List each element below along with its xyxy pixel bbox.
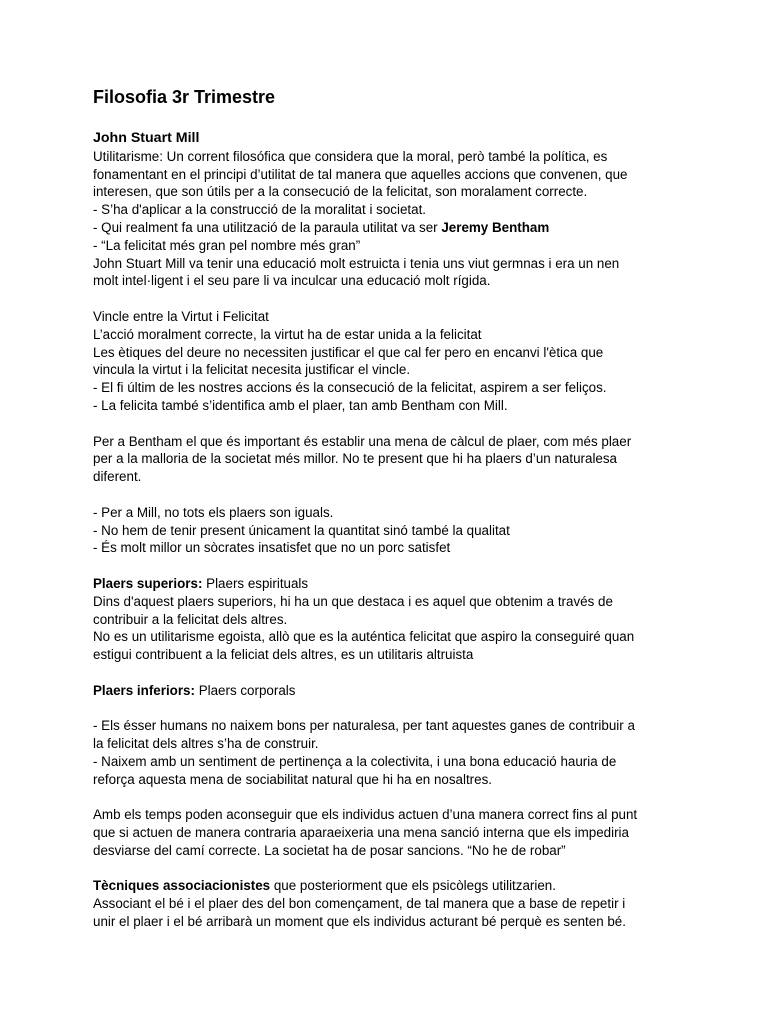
plaers-superiors-value: Plaers espirituals xyxy=(202,575,309,591)
paragraph-line: - Els ésser humans no naixem bons per naturalesa, per tant aquestes ganes de contribuir a xyxy=(93,718,635,734)
tecniques-rest: que posteriorment que els psicòlegs utilitzarien. xyxy=(270,878,556,894)
plaers-inferiors-line xyxy=(93,682,683,700)
paragraph-line: - “La felicitat més gran pel nombre més gran” xyxy=(93,237,361,253)
paragraph-line: Per a Bentham el que és important és establir una mena de càlcul de plaer, com més plaer xyxy=(93,433,632,449)
paragraph-line: - S’ha d'aplicar a la construcció de la moralitat i societat. xyxy=(93,202,427,218)
paragraph-line: - El fi últim de les nostres accions és la consecució de la felicitat, aspirem a ser feliços. xyxy=(93,380,607,396)
paragraph-line: contribuir a la felicitat dels altres. xyxy=(93,611,288,627)
plaers-inferiors-label: Plaers inferiors: xyxy=(93,682,195,698)
paragraph-line: - La felicita també s’identifica amb el plaer, tan amb Bentham con Mill. xyxy=(93,397,508,413)
author-heading: John Stuart Mill xyxy=(93,130,200,146)
paragraph-line: unir el plaer i el bé arribarà un moment que els individus acturant bé perquè es senten bé. xyxy=(93,914,626,930)
bentham-name: Jeremy Bentham xyxy=(441,219,550,235)
paragraph-line: Les ètiques del deure no necessiten justificar el que cal fer pero en encanvi l'ètica que xyxy=(93,344,604,360)
paragraph-line: Utilitarisme: Un corrent filosófica que considera que la moral, però també la política, es xyxy=(93,148,608,164)
plaers-superiors-label: Plaers superiors: xyxy=(93,575,203,591)
paragraph-line: molt intel·ligent i el seu pare li va inculcar una educació molt rígida. xyxy=(93,273,491,289)
paragraph-line: reforça aquesta mena de sociabilitat natural que hi ha en nosaltres. xyxy=(93,771,492,787)
paragraph-line: estigui contribuent a la feliciat dels altres, es un utilitaris altruista xyxy=(93,647,474,663)
bentham-line xyxy=(93,219,683,237)
document-title: Filosofia 3r Trimestre xyxy=(93,87,276,107)
paragraph-line: interesen, que son útils per a la consecució de la felicitat, son moralament correcte. xyxy=(93,184,588,200)
paragraph-line: - Naixem amb un sentiment de pertinença a la colectivita, i una bona educació hauria de xyxy=(93,753,617,769)
bentham-line-text: - Qui realment fa una utilització de la paraula utilitat va ser xyxy=(93,219,442,235)
tecniques-label: Tècniques associacionistes xyxy=(93,878,271,894)
paragraph-line: L’acció moralment correcte, la virtut ha de estar unida a la felicitat xyxy=(93,326,482,342)
paragraph-line: per a la malloria de la societat més millor. No te present que hi ha plaers d’un naturalesa xyxy=(93,451,618,467)
paragraph-line: No es un utilitarisme egoista, allò que es la auténtica felicitat que aspiro la conseguiré quan xyxy=(93,629,635,645)
paragraph-line: fonamentant en el principi d’utilitat de tal manera que aquelles accions que convenen, que xyxy=(93,166,628,182)
paragraph-line: diferent. xyxy=(93,469,142,485)
paragraph-line: - No hem de tenir present únicament la quantitat sinó també la qualitat xyxy=(93,522,510,538)
plaers-inferiors-value: Plaers corporals xyxy=(194,682,296,698)
section-heading-virtut: Vincle entre la Virtut i Felicitat xyxy=(93,308,269,324)
paragraph-line: Dins d'aquest plaers superiors, hi ha un que destaca i es aquel que obtenim a través de xyxy=(93,593,613,609)
paragraph-line: la felicitat dels altres s’ha de construir. xyxy=(93,736,319,752)
paragraph-line: desviarse del camí correcte. La societat ha de posar sancions. “No he de robar” xyxy=(93,842,566,858)
paragraph-line: Amb els temps poden aconseguir que els individus actuen d’una manera correct fins al punt xyxy=(93,807,638,823)
plaers-superiors-line xyxy=(93,575,683,593)
paragraph-line: Associant el bé i el plaer des del bon començament, de tal manera que a base de repetir i xyxy=(93,896,626,912)
paragraph-line: - Per a Mill, no tots els plaers son iguals. xyxy=(93,504,334,520)
paragraph-line: que si actuen de manera contraria aparaeixeria una mena sanció interna que els impediria xyxy=(93,825,629,841)
document-body xyxy=(93,130,683,931)
tecniques-line xyxy=(93,877,683,895)
paragraph-line: - És molt millor un sòcrates insatisfet que no un porc satisfet xyxy=(93,540,451,556)
paragraph-line: John Stuart Mill va tenir una educació molt estruicta i tenia uns viut germnas i era un nen xyxy=(93,255,620,271)
paragraph-line: vincula la virtut i la felicitat necesita justificar el vincle. xyxy=(93,362,411,378)
